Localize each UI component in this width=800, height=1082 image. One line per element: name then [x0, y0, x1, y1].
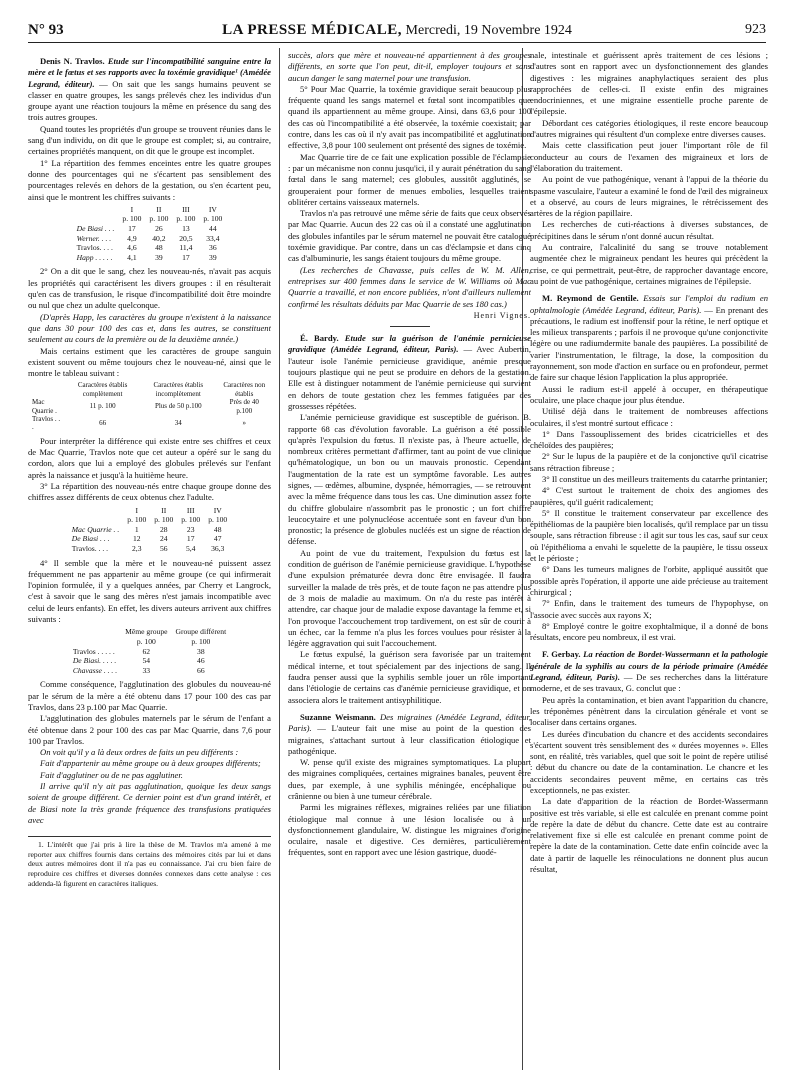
paragraph: Au point de vue pathogénique, venant à l'appui de la théorie du spasme vasculaire, l'auteur a examiné le fond de l'œil des migraineux et a observé, au cours de leurs migraines, le rétrécissement des artères de la région papillaire. [530, 174, 768, 219]
article-title: La réaction de Bordet-Wassermann et la pathologie générale de la syphilis au cours de la période primaire (Amédée Legrand, éditeur, Paris). [530, 649, 768, 683]
paragraph: Mais cette classification peut jouer l'important rôle de fil conducteur au cours de l'examen des migraineux et lors de l'élaboration du traitement. [530, 140, 768, 173]
article-title: Essais sur l'emploi du radium en ophtalmologie (Amédée Legrand, éditeur, Paris). [530, 293, 768, 315]
footnote: 1. L'intérêt que j'ai pris à lire la thèse de M. Travlos m'a amené à me reporter aux chiffres fournis dans certains des mémoires cités par lui et dans deux autres mémoires dont il n'a pas eu connaissance. J'ai cru bien faire de reproduire ces chiffres et diverses données connexes dans cette analyse : ces addenda-là figurent en caractères italiques. [28, 836, 271, 888]
paragraph: Débordant ces catégories étiologiques, il reste encore beaucoup d'autres migraines qui résultent d'un complexe entre diverses causes. [530, 117, 768, 140]
table-row: Mac Quarrie . 11 p. 100 Plus de 50 p.100 Près de 40 p.100 [32, 398, 259, 415]
paragraph: Comme conséquence, l'agglutination des globules du nouveau-né par le sérum de la mère a été obtenu dans 17 pour 100 des cas par Travlos, dans 23 p.100 par Mac Quarrie. [28, 679, 271, 712]
paragraph: Fait d'agglutiner ou de ne pas agglutiner. [40, 769, 183, 780]
article-gerbay-heading [530, 649, 768, 694]
column-2 [288, 50, 531, 1070]
table-row: Travlos . . . . . 62 38 [72, 646, 205, 656]
table-row: De Biasi . . . 12 24 17 47 [71, 534, 222, 544]
article-reymond-heading [530, 293, 768, 383]
table-row: Travlos. . . . 4,6 48 11,4 36 [76, 243, 217, 253]
paragraph: Parmi les migraines réflexes, migraines reliées par une filiation étiologique mal connue à une lésion localisée ou à un dysfonctionnement glandulaire, W. distingue les migraines d'origine oculaire, nasale et digestive. Ces dernières, particulièrement fréquentes, sont en rapport avec une lésion gastrique, duodé- [288, 802, 531, 858]
paragraph: Il arrive qu'il n'y ait pas agglutination, quoique les deux sangs soient de groupe différent. Ce dernier point est d'un grand intérêt, et de Biasi note la très grande fréquence des transfusions pratiquées avec [28, 781, 271, 825]
paragraph: Les recherches de cuti-réactions à diverses substances, de précipitines dans le sérum n'ont donné aucun résultat. [530, 219, 768, 241]
paragraph: Travlos n'a pas retrouvé une même série de faits que ceux observés par Mac Quarrie. Aucun des 22 cas où il a constaté une agglutination des globules infantiles par le sérum maternel ne pouvait être catalogué toxémie gravidique. Par contre, dans un cas d'éclampsie et dans cinq cas d'albuminurie, les sangs étaient toujours du même groupe. [288, 208, 531, 264]
paragraph: Quand toutes les propriétés d'un groupe se trouvent réunies dans le sang d'un individu, on dit que le groupe est complet; si, au contraire, certaines propriétés manquent, on dit que le groupe est incomplet. [28, 123, 271, 157]
list-item: 1° Dans l'assouplissement des brides cicatricielles et des chéloïdes des paupières; [530, 428, 768, 451]
table-row: Travlos. . . . 2,3 56 5,4 36,3 [71, 543, 225, 553]
paragraph: La date d'apparition de la réaction de Bordet-Wassermann positive est très variable, si elle est calculée en prenant comme point de repère la date de début du chancre. Cette date est au contraire relativement fixe si elle est calculée en prenant comme point de repère la date de la contamination. Cette date enfin coïncide avec la date à partir de laquelle les réinoculations ne donnent plus aucun résultat, [530, 796, 768, 875]
paragraph: L'anémie pernicieuse gravidique est susceptible de guérison. B. rapporte 68 cas d'évolution favorable. La guérison a été possible qu'après l'expulsion du fœtus. Il n'existe pas, à l'heure actuelle, de nombreux critères permettant d'affirmer, tant au point de vue clinique qu'hématologique, un bon ou un mauvais pronostic. Cependant l'augmentation de la rate est un symptôme favorable. Les autres signes, — œdèmes, albumine, dyspnée, hémorragies, — se retrouvent avec la même fréquence dans tous les cas. Une diminution assez forte du chiffre globulaire n'assombrit pas le pronostic ; un fort chiffre leucocytaire et une polynucléose accentuée sont en faveur d'un bon pronostic; la présence de globules nucléés est un signe de réaction de défense. [288, 412, 531, 547]
paragraph: W. pense qu'il existe des migraines symptomatiques. La plupart des migraines compliquées, certaines migraines banales, peuvent être dues, par exemple, à une syphilis méningée, encéphalique ou crânienne ou bien à une tumeur cérébrale. [288, 757, 531, 801]
article-author: Suzanne Weismann. [300, 711, 376, 722]
article-travlos-heading [28, 56, 271, 124]
list-item: 3° Il constitue un des meilleurs traitements du catarrhe printanier; [542, 473, 768, 484]
table-row: Werner. . . . 4,9 40,2 20,5 33,4 [76, 233, 220, 243]
column-1 [28, 50, 271, 1070]
paragraph: 2° On a dit que le sang, chez les nouveau-nés, n'avait pas acquis les propriétés qui caractérisent les divers groupes : il en résulterait qu'en cas de transfusion, le risque d'incompatibilité doit être moindre ou nul que chez un adulte quelconque. [28, 266, 271, 311]
paragraph: Au point de vue du traitement, l'expulsion du fœtus est la condition de guérison de l'anémie pernicieuse gravidique. L'hypothèse d'une expulsion prématurée devra donc être envisagée. Il faudra surveiller la malade de très près, et de toute façon ne pas attendre plus de 3 mois de maladie au maximum. On n'a du reste pas intérêt à attendre, car chaque jour de maladie expose davantage la femme et, si l'on provoque l'accouchement trop tardivement, on est sûr de courir à un échec, car la femme n'a plus les forces voulues pour résister à la légère aggravation qui suit l'accouchement. [288, 547, 531, 649]
paragraph: Utilisé déjà dans le traitement de nombreuses affections oculaires, il s'est montré surtout efficace : [530, 406, 768, 428]
article-author: M. Reymond de Gentile. [542, 293, 639, 304]
issue-number: N° 93 [28, 22, 64, 38]
list-item: 2° Sur le lupus de la paupière et de la conjonctive qu'il cicatrise sans rétraction fibreuse ; [530, 451, 768, 473]
signature: Henri Vignes. [473, 310, 531, 320]
paragraph: 5° Pour Mac Quarrie, la toxémie gravidique serait beaucoup plus fréquente quand les sangs maternel et fœtal sont incompatibles que quand ils appartiennent au même groupe. Ainsi, dans 63,6 pour 100 des cas où l'incompatibilité a été observée, la toxémie coexistait; par contre, dans les cas où il n'y avait pas incompatibilité et agglutination effective, 3,8 pour 100 seulement ont présenté des signes de toxémie. [288, 83, 531, 151]
list-item: 7° Enfin, dans le traitement des tumeurs de l'hypophyse, on l'associe avec succès aux rayons X; [530, 598, 768, 620]
table-mother-newborn: Même groupe Groupe différent p. 100 p. 100 Travlos . . . . . 62 38 De Biasi. . . . . 54 46 Chavasse . . . . 33 66 [69, 627, 230, 675]
list-item: 5° Il constitue le traitement conservateur par excellence des épithéliomas de la paupière bien localisés, qu'il remplace par un tissu souple, sans rétraction fibreuse : il agit sur tous les cas, sauf sur ceux où l'épithélioma a envahi le squelette de la paupière, le tissu osseux et le périoste ; [530, 507, 768, 564]
paragraph: (Les recherches de Chavasse, puis celles de W. M. Allen, entreprises sur 400 femmes dans le service de W. Williams où Mac Quarrie a travaillé, et non encore publiées, n'ont d'ailleurs nullement confirmé les résultats déduits par Mac Quarrie de ses 180 cas.) [288, 264, 531, 309]
column-3 [530, 50, 768, 1070]
paragraph: 1° La répartition des femmes enceintes entre les quatre groupes donne des pourcentages qui ne s'écartent pas sensiblement des pourcentages relevés en dehors de la gestation, ou s'en écartent peu, ainsi que le montrent les chiffres suivants : [28, 157, 271, 202]
article-title: Etude sur l'incompatibilité sanguine entre la mère et le fœtus et ses rapports avec la toxémie gravidique¹ (Amédée Legrand, éditeur). [28, 56, 271, 89]
paragraph: — Avec Aubertin, l'auteur isole l'anémie pernicieuse gravidique, anémie presque toujours plastique qui ne peut se produire en dehors de la gestation. Elle est à distinguer notamment de l'anémie pernicieuse qui survient en dehors de toute gestation chez les femmes fatiguées par des grossesses répétées. [288, 344, 531, 411]
table-row: Mac Quarrie . . 1 28 23 48 [71, 524, 222, 534]
list-item: 4° C'est surtout le traitement de choix des angiomes des paupières, qu'il guérit radicalement; [530, 485, 768, 507]
paragraph: nale, intestinale et guérissent après traitement de ces lésions ; d'autres sont en rapport avec un dysfonctionnement des glandes digestives : les migraines anaphylactiques seraient des plus rapprochées de celles-ci. Il existe enfin des migraines endocriniennes, et une migraine essentielle proche parente de l'épilepsie. [530, 50, 768, 117]
paragraph: succès, alors que mère et nouveau-né appartiennent à des groupes différents, en sorte que l'on peut, dit-il, employer toujours et sans aucun danger le sang maternel pour une transfusion. [288, 50, 531, 83]
article-weismann-heading [288, 712, 531, 757]
list-item: 8° Employé contre le goitre exophtalmique, il a donné de bons résultats, encore peu nombreux, il est vrai. [530, 620, 768, 643]
paragraph: Mais certains estiment que les caractères de groupe sanguin existent souvent ou même toujours chez le nouveau-né, ainsi que le montre le tableau suivant : [28, 345, 271, 379]
paragraph: 3° La répartition des nouveau-nés entre chaque groupe donne des chiffres assez différents de ceux obtenus chez l'adulte. [28, 481, 271, 503]
table-row: Chavasse . . . . 33 66 [72, 665, 205, 675]
table-row: Travlos . . . 66 34 » [32, 415, 246, 432]
table-row: Happ . . . . . 4,1 39 17 39 [76, 252, 217, 262]
list-item: 6° Dans les tumeurs malignes de l'orbite, appliqué aussitôt que possible après l'opération, il apporte une aide précieuse au traitement chirurgical ; [530, 564, 768, 597]
issue-date: Mercredi, 19 Novembre 1924 [405, 23, 572, 38]
table-row: De Biasi. . . . . 54 46 [72, 656, 205, 666]
article-author: É. Bardy. [300, 333, 339, 344]
paragraph: Mac Quarrie tire de ce fait une explication possible de l'éclampsie : par un mécanisme non connu jusqu'ici, il y aurait pénétration du sang fœtal dans le sang maternel; ces globules, aussitôt agglutinés, se grouperaient pour former de menues embolies, lesquelles traient oblitérer certains vaisseaux maternels. [288, 151, 531, 207]
table-row: De Biasi . . . 17 26 13 44 [76, 224, 217, 234]
paragraph: Aussi le radium est-il appelé à occuper, en thérapeutique oculaire, une place chaque jour plus étendue. [530, 383, 768, 405]
paragraph: L'agglutination des globules maternels par le sérum de l'enfant a été obtenue dans 2 pour 100 des cas par Mac Quarrie, dans 7,6 pour 100 par Travlos. [28, 713, 271, 746]
table-pregnant-groups: I II III IV p. 100 p. 100 p. 100 p. 100 De Biasi . . . 17 26 13 44 Werner. . . . 4,9 40,2 20,5 33,4 Travlos. . . . 4,6 48 11,4 36 Happ . . . . . 4,1 39 17 39 [73, 205, 227, 263]
paragraph: Le fœtus expulsé, la guérison sera favorisée par un traitement médical interne, et tout spécialement par des injections de sang. Il faudra penser aussi que la syphilis semble jouer un rôle important dans l'étiologie de certains cas d'anémie pernicieuse gravidique, et on associera alors le traitement antisyphilitique. [288, 649, 531, 705]
paragraph: — L'auteur fait une mise au point de la question des migraines, s'attachant surtout à leur classification étiologique et pathogénique. [288, 723, 531, 756]
table-newborn-characters: Caractères établis complètement Caractères établis incomplètement Caractères non établis Mac Quarrie . 11 p. 100 Plus de 50 p.100 Près de 40 p.100 Travlos . . . 66 34 » [28, 381, 271, 431]
paragraph: — De ses recherches dans la littérature moderne, et de ses travaux, G. conclut que : [530, 672, 768, 694]
article-author: F. Gerbay. [542, 649, 581, 660]
article-title: Des migraines (Amédée Legrand, éditeur, Paris). [288, 711, 531, 734]
article-author: Denis N. Travlos. [40, 56, 105, 66]
paragraph: — En prenant des précautions, le radium est inoffensif pour la rétine, le nerf optique et les milieux transparents ; parfois il ne provoque qu'une conjonctivite légère ou une radiumdermite banale des paupières. La possibilité de varier l'instrumentation, le filtrage, la dose, la composition du rayonnement, son mode d'action en surface ou en profondeur, permet de faire sur chaque lésion l'application la plus appropriée. [530, 304, 768, 383]
journal-masthead [28, 22, 766, 39]
separator [390, 326, 430, 327]
paragraph: Au contraire, l'alcalinité du sang se trouve notablement augmentée chez le migraineux pendant les heures qui précèdent la crise, ce qui permettrait, peut-être, de rapprocher davantage encore, au point de vue pathogénique, certaines migraines de l'épilepsie. [530, 242, 768, 286]
paragraph: Les durées d'incubation du chancre et des accidents secondaires s'écartent souvent très sensiblement des « durées moyennes ». Elles sont, en réalité, très variables, quel que soit le point de repère utilisé : début du chancre ou date de la contamination. Le chancre et les accidents secondaires peuvent même, en certains cas très exceptionnels, ne pas exister. [530, 728, 768, 795]
table-newborn-groups: I II III IV p. 100 p. 100 p. 100 p. 100 Mac Quarrie . . 1 28 23 48 De Biasi . . . 12 24 17 47 Travlos. . . . 2,3 56 5,4 36,3 [68, 506, 231, 554]
paragraph: — On sait que les sangs humains peuvent se classer en quatre groupes, les sangs prélevés chez les individus d'un groupe ayant une réaction toujours la même en présence du sang des trois autres groupes. [28, 78, 271, 123]
page-number: 923 [745, 22, 766, 37]
paragraph: Fait d'appartenir au même groupe ou à deux groupes différents; [40, 758, 261, 769]
paragraph: (D'après Happ, les caractères du groupe n'existent à la naissance que dans 30 pour 100 des cas et, dans les autres, se constituent seulement au cours de la première ou de la deuxième année.) [28, 311, 271, 345]
journal-title: LA PRESSE MÉDICALE, [222, 22, 403, 38]
header-rule [28, 42, 766, 43]
paragraph: On voit qu'il y a là deux ordres de faits un peu différents : [40, 747, 239, 758]
paragraph: 4° Il semble que la mère et le nouveau-né puissent assez fréquemment ne pas appartenir au même groupe (ce qui infirmerait l'opinion formulée, il y a quelques années, par Cherry et Langrock, c'est à savoir que le sang des mères n'est jamais incompatible avec celui de leurs enfants). En effet, les divers auteurs arrivent aux chiffres suivants : [28, 557, 271, 625]
paragraph: Pour interpréter la différence qui existe entre ses chiffres et ceux de Mac Quarrie, Travlos note que cet auteur a opéré sur le sang du cordon, alors que lui a employé des globules prélevés sur l'enfant après la naissance et jusqu'à la huitième heure. [28, 435, 271, 480]
column-divider-1 [279, 48, 280, 1070]
article-bardy-heading [288, 333, 531, 412]
article-title: Etude sur la guérison de l'anémie pernicieuse gravidique (Amédée Legrand, éditeur, Paris). [288, 333, 531, 355]
paragraph: Peu après la contamination, et bien avant l'apparition du chancre, les tréponèmes pénètrent dans la circulation générale et vont se localiser dans certains organes. [530, 694, 768, 728]
